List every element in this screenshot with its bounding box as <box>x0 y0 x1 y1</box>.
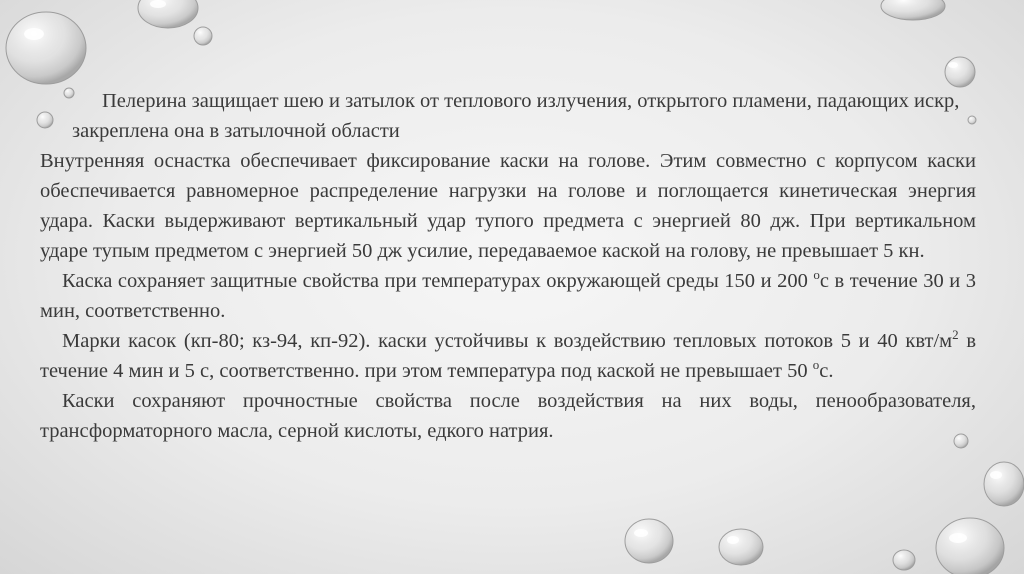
drop <box>138 0 198 28</box>
drop <box>984 462 1024 506</box>
paragraph-temperature <box>40 266 976 326</box>
paragraph-brands-part3: с. <box>819 360 834 382</box>
paragraph-temperature-part1: Каска сохраняет защитные свойства при температурах окружающей среды 150 и 200 <box>62 270 808 292</box>
drop <box>194 27 212 45</box>
drop <box>945 57 975 87</box>
paragraph-brands-part1: Марки касок (кп-80; кз-94, кп-92). каски устойчивы к воздействию тепловых потоков 5 и 40 квт/м <box>62 330 953 352</box>
drop <box>625 519 673 563</box>
paragraph-cape: Пелерина защищает шею и затылок от теплового излучения, открытого пламени, падающих искр, закреплена она в затылочной области <box>72 90 960 142</box>
drop <box>719 529 763 565</box>
degree-superscript: о <box>813 267 820 283</box>
squared-superscript: 2 <box>952 327 959 343</box>
paragraph-strength: Каски сохраняют прочностные свойства после воздействия на них воды, пенообразователя, трансформаторного масла, серной кислоты, едкого натрия. <box>40 390 976 442</box>
paragraph-brands-part2: в течение 4 мин и 5 с, соответственно. при этом температура под каской не превышает 50 <box>40 330 977 382</box>
drop <box>893 550 915 570</box>
drop <box>6 12 86 84</box>
degree-superscript: о <box>812 357 820 373</box>
paragraph-helmet-brands <box>40 326 976 386</box>
drop <box>881 0 945 20</box>
drop <box>936 518 1004 574</box>
paragraph-temperature-part2: с в течение 30 и 3 мин, соответственно. <box>40 270 977 322</box>
slide-text-body <box>40 86 976 446</box>
paragraph-inner-harness: Внутренняя оснастка обеспечивает фиксирование каски на голове. Этим совместно с корпусом каски обеспечивается равномерное распределение нагрузки на голове и поглощается кинетическая энергия удара. Каски выдерживают вертикальный удар тупого предмета с энергией 80 дж. При вертикальном ударе тупым предметом с энергией 50 дж усилие, передаваемое каской на голову, не превышает 5 кн. <box>40 150 976 262</box>
